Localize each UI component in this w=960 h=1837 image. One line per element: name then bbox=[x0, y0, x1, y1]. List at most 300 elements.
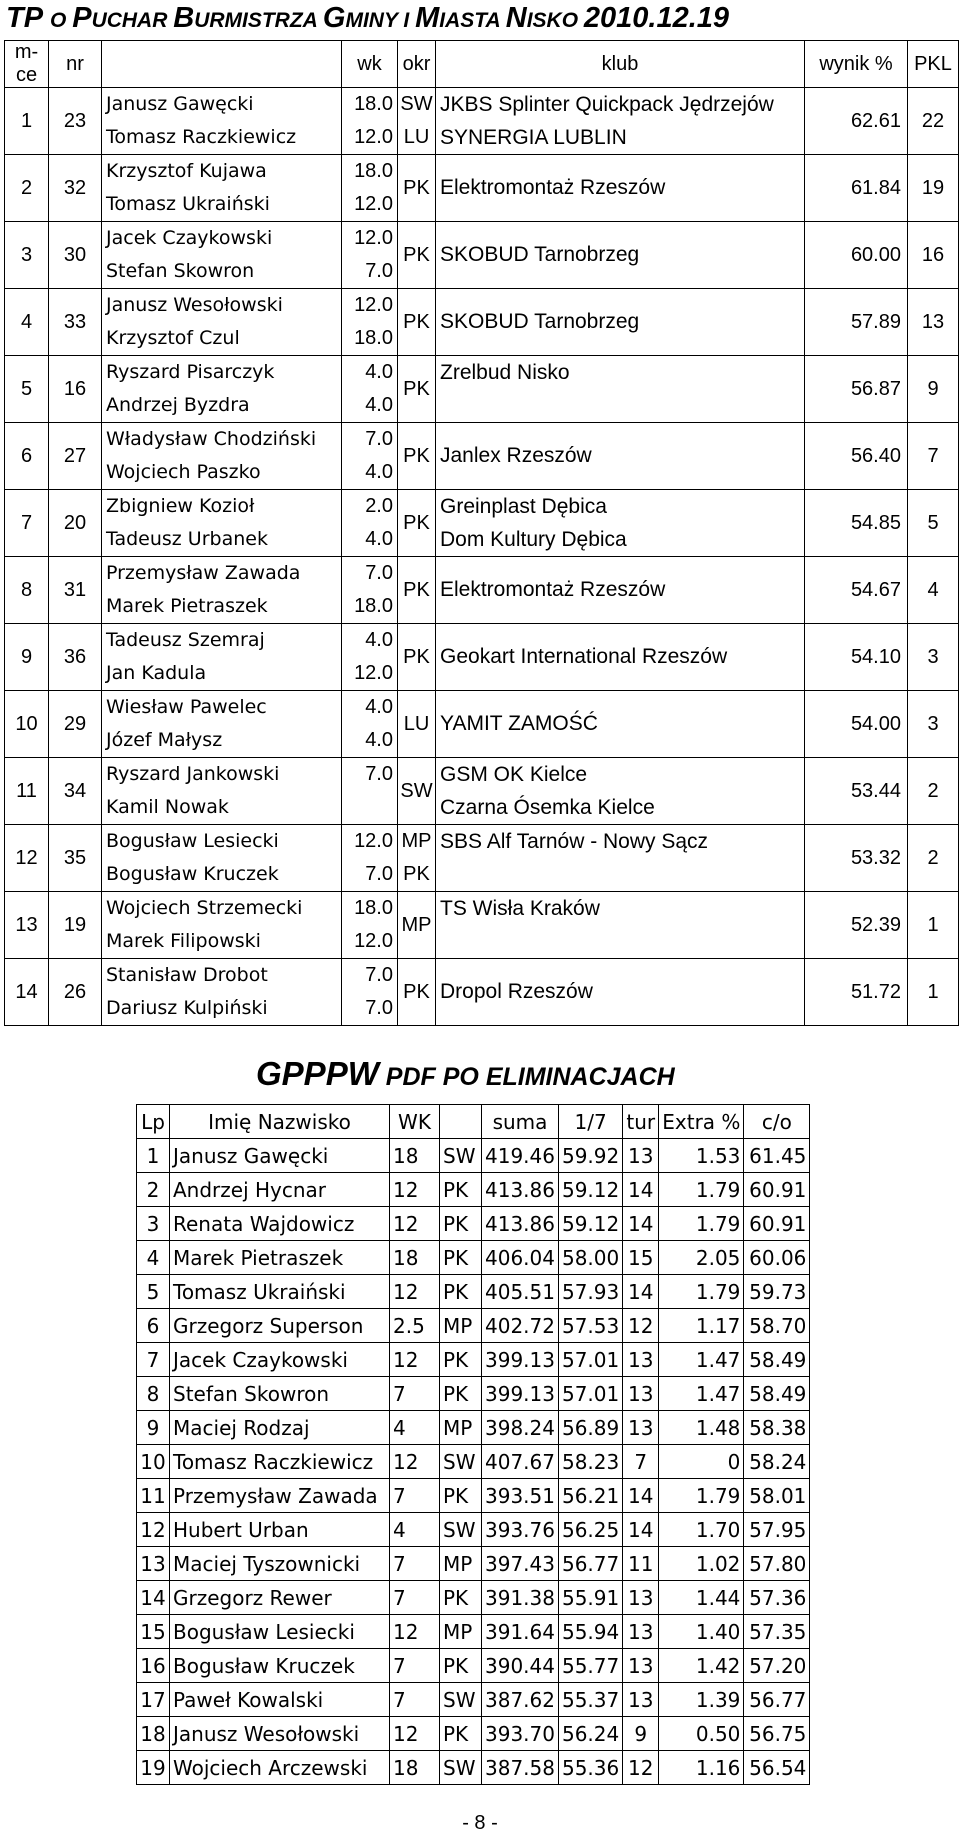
result-row bbox=[5, 88, 959, 155]
club-name: SBS Alf Tarnów - Nowy Sącz bbox=[440, 830, 709, 853]
gpppw-cell-wk: 12 bbox=[390, 1717, 440, 1751]
gpppw-heading bbox=[256, 1052, 675, 1096]
okr-value: LU bbox=[403, 126, 430, 148]
score-cell: 54.10 bbox=[805, 624, 908, 691]
pkl-cell: 2 bbox=[908, 825, 959, 892]
wk-value: 12.0 bbox=[354, 830, 393, 852]
pair-number-cell: 36 bbox=[49, 624, 102, 691]
gpppw-cell-name: Marek Pietraszek bbox=[170, 1241, 390, 1275]
gpppw-cell-name: Renata Wajdowicz bbox=[170, 1207, 390, 1241]
results-table bbox=[4, 40, 959, 1026]
gpppw-cell-s17: 57.93 bbox=[558, 1275, 622, 1309]
gpppw-cell-tur: 13 bbox=[623, 1377, 659, 1411]
club-cell: Dropol Rzeszów bbox=[436, 959, 805, 1026]
gpppw-cell-suma: 398.24 bbox=[482, 1411, 559, 1445]
result-row bbox=[5, 356, 959, 423]
score-cell: 54.85 bbox=[805, 490, 908, 557]
player-name: Marek Pietraszek bbox=[106, 595, 268, 617]
gpppw-cell-lp: 7 bbox=[137, 1343, 170, 1377]
header-pkl: PKL bbox=[908, 41, 959, 88]
place-cell: 14 bbox=[5, 959, 49, 1026]
place-cell: 9 bbox=[5, 624, 49, 691]
player-name: Ryszard Pisarczyk bbox=[106, 361, 275, 383]
score-cell: 52.39 bbox=[805, 892, 908, 959]
gpppw-header-suma: suma bbox=[482, 1105, 559, 1139]
player-name: Ryszard Jankowski bbox=[106, 763, 280, 785]
wk-value: 12.0 bbox=[354, 193, 393, 215]
player-name: Wojciech Paszko bbox=[106, 461, 261, 483]
wk-cell bbox=[342, 423, 398, 490]
gpppw-cell-lp: 10 bbox=[137, 1445, 170, 1479]
club-name bbox=[436, 925, 804, 958]
gpppw-cell-wk: 12 bbox=[390, 1275, 440, 1309]
wk-cell bbox=[342, 490, 398, 557]
club-name: Zrelbud Nisko bbox=[440, 361, 570, 384]
header-okr: okr bbox=[398, 41, 436, 88]
place-cell: 5 bbox=[5, 356, 49, 423]
gpppw-cell-name: Maciej Rodzaj bbox=[170, 1411, 390, 1445]
gpppw-cell-co: 58.38 bbox=[744, 1411, 810, 1445]
wk-value: 4.0 bbox=[365, 528, 393, 550]
okr-value: PK bbox=[403, 863, 430, 885]
club-name: Greinplast Dębica bbox=[440, 495, 607, 518]
player-name: Krzysztof Czul bbox=[106, 327, 240, 349]
gpppw-cell-tur: 15 bbox=[623, 1241, 659, 1275]
gpppw-cell-name: Tomasz Ukraiński bbox=[170, 1275, 390, 1309]
gpppw-cell-tur: 13 bbox=[623, 1581, 659, 1615]
club-name: TS Wisła Kraków bbox=[440, 897, 600, 920]
result-row bbox=[5, 557, 959, 624]
gpppw-cell-lp: 6 bbox=[137, 1309, 170, 1343]
wk-value: 7.0 bbox=[365, 428, 393, 450]
pkl-cell: 22 bbox=[908, 88, 959, 155]
gpppw-cell-suma: 391.38 bbox=[482, 1581, 559, 1615]
gpppw-cell-tur: 12 bbox=[623, 1751, 659, 1785]
place-cell: 4 bbox=[5, 289, 49, 356]
gpppw-cell-s17: 59.12 bbox=[558, 1207, 622, 1241]
header-mce: m-ce bbox=[5, 41, 49, 88]
wk-value: 12.0 bbox=[354, 227, 393, 249]
wk-value: 12.0 bbox=[354, 294, 393, 316]
gpppw-cell-lp: 17 bbox=[137, 1683, 170, 1717]
gpppw-cell-okr: PK bbox=[440, 1173, 482, 1207]
names-cell bbox=[102, 892, 342, 959]
gpppw-cell-okr: PK bbox=[440, 1479, 482, 1513]
result-row bbox=[5, 490, 959, 557]
okr-cell: PK bbox=[398, 624, 436, 691]
gpppw-cell-tur: 14 bbox=[623, 1207, 659, 1241]
wk-value: 7.0 bbox=[365, 562, 393, 584]
gpppw-cell-suma: 393.76 bbox=[482, 1513, 559, 1547]
gpppw-row bbox=[137, 1445, 810, 1479]
gpppw-cell-wk: 2.5 bbox=[390, 1309, 440, 1343]
gpppw-cell-name: Janusz Wesołowski bbox=[170, 1717, 390, 1751]
gpppw-cell-okr: PK bbox=[440, 1649, 482, 1683]
place-cell: 3 bbox=[5, 222, 49, 289]
club-name: JKBS Splinter Quickpack Jędrzejów bbox=[440, 93, 774, 116]
title-part: TP bbox=[6, 2, 51, 34]
score-cell: 53.32 bbox=[805, 825, 908, 892]
player-name: Jan Kadula bbox=[106, 662, 207, 684]
names-cell bbox=[102, 222, 342, 289]
pair-number-cell: 19 bbox=[49, 892, 102, 959]
pkl-cell: 16 bbox=[908, 222, 959, 289]
names-cell bbox=[102, 959, 342, 1026]
result-row bbox=[5, 892, 959, 959]
gpppw-cell-extra: 1.42 bbox=[659, 1649, 744, 1683]
gpppw-cell-okr: PK bbox=[440, 1207, 482, 1241]
club-name: Dom Kultury Dębica bbox=[440, 528, 627, 551]
gpppw-row bbox=[137, 1411, 810, 1445]
gpppw-header-name: Imię Nazwisko bbox=[170, 1105, 390, 1139]
gpppw-cell-name: Andrzej Hycnar bbox=[170, 1173, 390, 1207]
okr-cell: LU bbox=[398, 691, 436, 758]
okr-cell: PK bbox=[398, 490, 436, 557]
club-cell bbox=[436, 490, 805, 557]
pair-number-cell: 27 bbox=[49, 423, 102, 490]
pkl-cell: 5 bbox=[908, 490, 959, 557]
names-cell bbox=[102, 557, 342, 624]
place-cell: 10 bbox=[5, 691, 49, 758]
wk-value: 7.0 bbox=[365, 863, 393, 885]
club-cell: SKOBUD Tarnobrzeg bbox=[436, 222, 805, 289]
gpppw-row bbox=[137, 1343, 810, 1377]
gpppw-cell-suma: 399.13 bbox=[482, 1377, 559, 1411]
gpppw-cell-lp: 11 bbox=[137, 1479, 170, 1513]
wk-value: 4.0 bbox=[365, 729, 393, 751]
gpppw-cell-suma: 387.58 bbox=[482, 1751, 559, 1785]
names-cell bbox=[102, 155, 342, 222]
pair-number-cell: 33 bbox=[49, 289, 102, 356]
gpppw-cell-okr: PK bbox=[440, 1343, 482, 1377]
player-name: Stefan Skowron bbox=[106, 260, 255, 282]
gpppw-cell-suma: 393.51 bbox=[482, 1479, 559, 1513]
title-part: M bbox=[415, 2, 440, 34]
gpppw-cell-extra: 1.17 bbox=[659, 1309, 744, 1343]
okr-cell: PK bbox=[398, 155, 436, 222]
wk-cell bbox=[342, 356, 398, 423]
title-part: UCHAR bbox=[91, 9, 174, 32]
wk-cell bbox=[342, 959, 398, 1026]
place-cell: 8 bbox=[5, 557, 49, 624]
gpppw-cell-s17: 59.12 bbox=[558, 1173, 622, 1207]
place-cell: 13 bbox=[5, 892, 49, 959]
gpppw-cell-name: Bogusław Kruczek bbox=[170, 1649, 390, 1683]
player-name: Jacek Czaykowski bbox=[106, 227, 273, 249]
gpppw-cell-suma: 413.86 bbox=[482, 1173, 559, 1207]
wk-value: 12.0 bbox=[354, 662, 393, 684]
gpppw-cell-lp: 14 bbox=[137, 1581, 170, 1615]
pair-number-cell: 23 bbox=[49, 88, 102, 155]
gpppw-cell-s17: 55.94 bbox=[558, 1615, 622, 1649]
gpppw-row bbox=[137, 1241, 810, 1275]
gpppw-cell-s17: 58.23 bbox=[558, 1445, 622, 1479]
club-cell: SKOBUD Tarnobrzeg bbox=[436, 289, 805, 356]
gpppw-cell-lp: 15 bbox=[137, 1615, 170, 1649]
wk-value: 7.0 bbox=[365, 997, 393, 1019]
gpppw-cell-name: Stefan Skowron bbox=[170, 1377, 390, 1411]
player-name: Wiesław Pawelec bbox=[106, 696, 267, 718]
title-part: URMISTRZA bbox=[194, 9, 323, 32]
gpppw-cell-lp: 16 bbox=[137, 1649, 170, 1683]
result-row bbox=[5, 423, 959, 490]
pkl-cell: 7 bbox=[908, 423, 959, 490]
score-cell: 54.00 bbox=[805, 691, 908, 758]
gpppw-row bbox=[137, 1207, 810, 1241]
gpppw-cell-tur: 13 bbox=[623, 1411, 659, 1445]
pair-number-cell: 30 bbox=[49, 222, 102, 289]
wk-cell bbox=[342, 155, 398, 222]
header-wk: wk bbox=[342, 41, 398, 88]
okr-cell: PK bbox=[398, 356, 436, 423]
club-name: GSM OK Kielce bbox=[440, 763, 588, 786]
gpppw-cell-okr: PK bbox=[440, 1241, 482, 1275]
gpppw-cell-co: 59.73 bbox=[744, 1275, 810, 1309]
place-cell: 11 bbox=[5, 758, 49, 825]
gpppw-cell-okr: PK bbox=[440, 1717, 482, 1751]
pair-number-cell: 26 bbox=[49, 959, 102, 1026]
player-name: Bogusław Kruczek bbox=[106, 863, 279, 885]
gpppw-cell-s17: 58.00 bbox=[558, 1241, 622, 1275]
gpppw-cell-wk: 7 bbox=[390, 1683, 440, 1717]
gpppw-cell-tur: 14 bbox=[623, 1479, 659, 1513]
gpppw-cell-name: Grzegorz Rewer bbox=[170, 1581, 390, 1615]
header-nr: nr bbox=[49, 41, 102, 88]
gpppw-cell-wk: 12 bbox=[390, 1445, 440, 1479]
player-name: Tadeusz Szemraj bbox=[106, 629, 265, 651]
gpppw-cell-s17: 55.77 bbox=[558, 1649, 622, 1683]
gpppw-cell-wk: 7 bbox=[390, 1649, 440, 1683]
names-cell bbox=[102, 758, 342, 825]
club-name bbox=[436, 389, 804, 422]
player-name: Wojciech Strzemecki bbox=[106, 897, 303, 919]
club-name bbox=[436, 858, 804, 891]
club-cell bbox=[436, 758, 805, 825]
gpppw-row bbox=[137, 1717, 810, 1751]
gpppw-row bbox=[137, 1139, 810, 1173]
title-part: O bbox=[50, 9, 73, 32]
club-name: Czarna Ósemka Kielce bbox=[440, 796, 655, 819]
wk-value: 2.0 bbox=[365, 495, 393, 517]
gpppw-cell-wk: 4 bbox=[390, 1411, 440, 1445]
player-name: Tomasz Ukraiński bbox=[106, 193, 270, 215]
club-cell: Elektromontaż Rzeszów bbox=[436, 557, 805, 624]
gpppw-cell-extra: 1.39 bbox=[659, 1683, 744, 1717]
title-part: N bbox=[505, 2, 527, 34]
player-name: Marek Filipowski bbox=[106, 930, 261, 952]
gpppw-cell-okr: SW bbox=[440, 1751, 482, 1785]
gpppw-cell-okr: MP bbox=[440, 1309, 482, 1343]
pkl-cell: 2 bbox=[908, 758, 959, 825]
gpppw-cell-okr: MP bbox=[440, 1411, 482, 1445]
gpppw-cell-tur: 12 bbox=[623, 1309, 659, 1343]
wk-value: 4.0 bbox=[365, 394, 393, 416]
names-cell bbox=[102, 423, 342, 490]
result-row bbox=[5, 289, 959, 356]
header-names bbox=[102, 41, 342, 88]
wk-value: 18.0 bbox=[354, 160, 393, 182]
place-cell: 6 bbox=[5, 423, 49, 490]
player-name: Bogusław Lesiecki bbox=[106, 830, 279, 852]
gpppw-cell-wk: 7 bbox=[390, 1479, 440, 1513]
gpppw-header-okr bbox=[440, 1105, 482, 1139]
gpppw-cell-suma: 391.64 bbox=[482, 1615, 559, 1649]
score-cell: 51.72 bbox=[805, 959, 908, 1026]
gpppw-cell-okr: PK bbox=[440, 1377, 482, 1411]
gpppw-row bbox=[137, 1649, 810, 1683]
gpppw-cell-co: 61.45 bbox=[744, 1139, 810, 1173]
gpppw-cell-s17: 57.53 bbox=[558, 1309, 622, 1343]
okr-cell: PK bbox=[398, 289, 436, 356]
player-name: Władysław Chodziński bbox=[106, 428, 317, 450]
gpppw-cell-lp: 8 bbox=[137, 1377, 170, 1411]
gpppw-cell-extra: 1.44 bbox=[659, 1581, 744, 1615]
gpppw-cell-tur: 14 bbox=[623, 1173, 659, 1207]
gpppw-cell-extra: 0 bbox=[659, 1445, 744, 1479]
gpppw-header-lp: Lp bbox=[137, 1105, 170, 1139]
gpppw-cell-name: Maciej Tyszownicki bbox=[170, 1547, 390, 1581]
gpppw-cell-name: Wojciech Arczewski bbox=[170, 1751, 390, 1785]
pkl-cell: 3 bbox=[908, 691, 959, 758]
gpppw-cell-name: Grzegorz Superson bbox=[170, 1309, 390, 1343]
okr-cell: PK bbox=[398, 959, 436, 1026]
wk-cell bbox=[342, 758, 398, 825]
gpppw-cell-co: 56.54 bbox=[744, 1751, 810, 1785]
wk-cell bbox=[342, 892, 398, 959]
wk-value bbox=[342, 791, 397, 824]
gpppw-cell-s17: 57.01 bbox=[558, 1377, 622, 1411]
gpppw-cell-co: 57.95 bbox=[744, 1513, 810, 1547]
pkl-cell: 3 bbox=[908, 624, 959, 691]
gpppw-cell-extra: 2.05 bbox=[659, 1241, 744, 1275]
gpppw-cell-lp: 9 bbox=[137, 1411, 170, 1445]
pkl-cell: 1 bbox=[908, 892, 959, 959]
wk-value: 12.0 bbox=[354, 930, 393, 952]
gpppw-cell-wk: 18 bbox=[390, 1139, 440, 1173]
result-row bbox=[5, 624, 959, 691]
wk-cell bbox=[342, 557, 398, 624]
wk-value: 4.0 bbox=[365, 461, 393, 483]
pkl-cell: 9 bbox=[908, 356, 959, 423]
gpppw-cell-co: 58.70 bbox=[744, 1309, 810, 1343]
names-cell bbox=[102, 691, 342, 758]
gpppw-cell-s17: 56.77 bbox=[558, 1547, 622, 1581]
gpppw-cell-s17: 56.21 bbox=[558, 1479, 622, 1513]
gpppw-cell-co: 60.91 bbox=[744, 1207, 810, 1241]
gpppw-cell-extra: 0.50 bbox=[659, 1717, 744, 1751]
gpppw-header-extra: Extra % bbox=[659, 1105, 744, 1139]
place-cell: 2 bbox=[5, 155, 49, 222]
gpppw-cell-name: Janusz Gawęcki bbox=[170, 1139, 390, 1173]
result-row bbox=[5, 222, 959, 289]
gpppw-cell-s17: 56.89 bbox=[558, 1411, 622, 1445]
wk-cell bbox=[342, 825, 398, 892]
gpppw-cell-wk: 12 bbox=[390, 1207, 440, 1241]
gpppw-cell-okr: SW bbox=[440, 1445, 482, 1479]
player-name: Janusz Wesołowski bbox=[106, 294, 283, 316]
gpppw-cell-wk: 18 bbox=[390, 1241, 440, 1275]
club-cell: Elektromontaż Rzeszów bbox=[436, 155, 805, 222]
page-number: - 8 - bbox=[462, 1812, 498, 1834]
names-cell bbox=[102, 624, 342, 691]
pair-number-cell: 34 bbox=[49, 758, 102, 825]
gpppw-row bbox=[137, 1309, 810, 1343]
gpppw-cell-wk: 4 bbox=[390, 1513, 440, 1547]
gpppw-cell-lp: 4 bbox=[137, 1241, 170, 1275]
player-name: Stanisław Drobot bbox=[106, 964, 268, 986]
gpppw-cell-okr: MP bbox=[440, 1547, 482, 1581]
gpppw-cell-name: Tomasz Raczkiewicz bbox=[170, 1445, 390, 1479]
title-part: 2010.12.19 bbox=[583, 2, 730, 34]
gpppw-cell-suma: 407.67 bbox=[482, 1445, 559, 1479]
page-title bbox=[6, 0, 729, 36]
okr-cell: PK bbox=[398, 423, 436, 490]
wk-value: 7.0 bbox=[365, 763, 393, 785]
score-cell: 56.87 bbox=[805, 356, 908, 423]
gpppw-cell-co: 57.36 bbox=[744, 1581, 810, 1615]
pkl-cell: 19 bbox=[908, 155, 959, 222]
wk-value: 4.0 bbox=[365, 696, 393, 718]
pair-number-cell: 35 bbox=[49, 825, 102, 892]
gpppw-row bbox=[137, 1683, 810, 1717]
names-cell bbox=[102, 289, 342, 356]
gpppw-cell-suma: 390.44 bbox=[482, 1649, 559, 1683]
pkl-cell: 4 bbox=[908, 557, 959, 624]
player-name: Józef Małysz bbox=[106, 729, 223, 751]
wk-cell bbox=[342, 691, 398, 758]
gpppw-cell-wk: 12 bbox=[390, 1343, 440, 1377]
gpppw-row bbox=[137, 1615, 810, 1649]
gpppw-cell-tur: 13 bbox=[623, 1343, 659, 1377]
gpppw-cell-wk: 12 bbox=[390, 1615, 440, 1649]
gpppw-cell-name: Paweł Kowalski bbox=[170, 1683, 390, 1717]
gpppw-cell-extra: 1.79 bbox=[659, 1207, 744, 1241]
pkl-cell: 1 bbox=[908, 959, 959, 1026]
gpppw-cell-co: 58.01 bbox=[744, 1479, 810, 1513]
gpppw-cell-tur: 13 bbox=[623, 1683, 659, 1717]
okr-cell: MP bbox=[398, 892, 436, 959]
gpppw-cell-suma: 393.70 bbox=[482, 1717, 559, 1751]
gpppw-cell-tur: 13 bbox=[623, 1615, 659, 1649]
gpppw-cell-name: Przemysław Zawada bbox=[170, 1479, 390, 1513]
title-part: ISKO bbox=[526, 9, 584, 32]
result-row bbox=[5, 155, 959, 222]
gpppw-cell-s17: 55.91 bbox=[558, 1581, 622, 1615]
wk-value: 7.0 bbox=[365, 964, 393, 986]
okr-value: SW bbox=[400, 93, 433, 115]
gpppw-row bbox=[137, 1377, 810, 1411]
gpppw-cell-lp: 3 bbox=[137, 1207, 170, 1241]
result-row bbox=[5, 825, 959, 892]
okr-cell: SW bbox=[398, 758, 436, 825]
gpppw-cell-extra: 1.47 bbox=[659, 1377, 744, 1411]
names-cell bbox=[102, 356, 342, 423]
gpppw-cell-suma: 413.86 bbox=[482, 1207, 559, 1241]
gpppw-cell-co: 56.77 bbox=[744, 1683, 810, 1717]
place-cell: 7 bbox=[5, 490, 49, 557]
pkl-cell: 13 bbox=[908, 289, 959, 356]
gpppw-heading-small: PDF PO ELIMINACJACH bbox=[378, 1063, 675, 1091]
result-row bbox=[5, 959, 959, 1026]
gpppw-cell-tur: 13 bbox=[623, 1139, 659, 1173]
gpppw-cell-name: Jacek Czaykowski bbox=[170, 1343, 390, 1377]
gpppw-cell-s17: 59.92 bbox=[558, 1139, 622, 1173]
gpppw-cell-extra: 1.48 bbox=[659, 1411, 744, 1445]
gpppw-cell-extra: 1.16 bbox=[659, 1751, 744, 1785]
title-part: P bbox=[72, 2, 92, 34]
okr-cell: PK bbox=[398, 222, 436, 289]
player-name: Dariusz Kulpiński bbox=[106, 997, 268, 1019]
